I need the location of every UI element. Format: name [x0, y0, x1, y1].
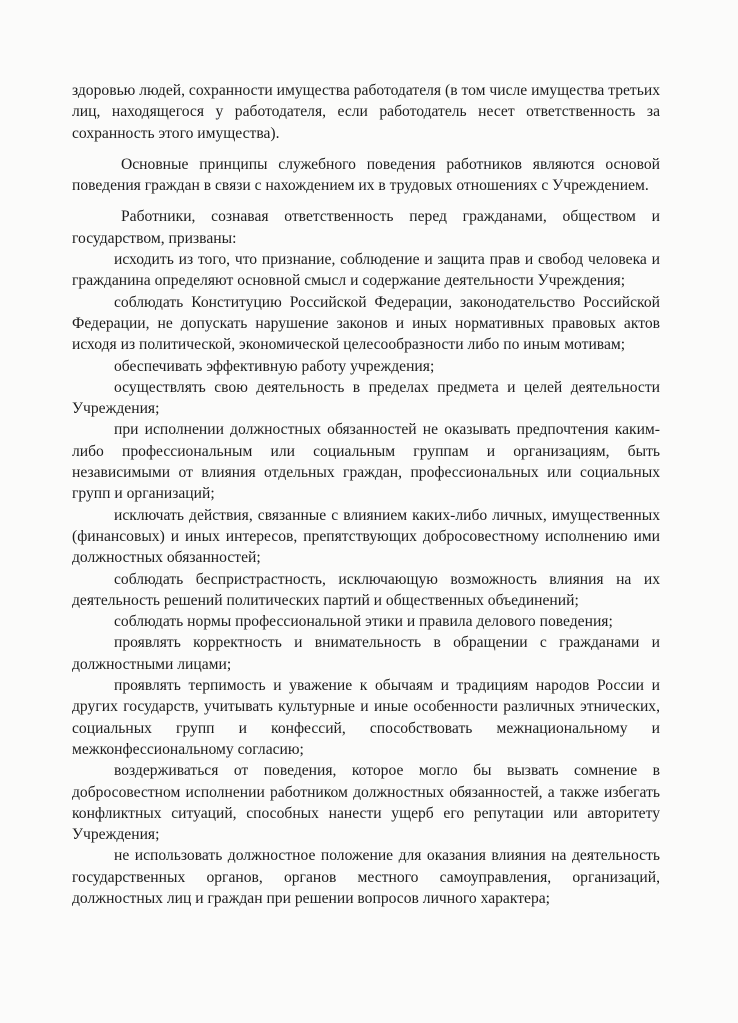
list-item: соблюдать нормы профессиональной этики и правила делового поведения;	[114, 613, 613, 631]
list-item: осуществлять свою деятельность в пределах предмета и целей деятельности Учреждения;	[72, 378, 660, 418]
list-item: исключать действия, связанные с влиянием каких-либо личных, имущественных (финансовых) и иных интересов, препятствующих добросовестному исполнению ими должностных обязанностей;	[72, 506, 660, 567]
list-item: воздерживаться от поведения, которое могло бы вызвать сомнение в добросовестном исполнении работником должностных обязанностей, а также избегать конфликтных ситуаций, способных нанести ущерб его репутации или авторитету Учреждения;	[72, 762, 660, 844]
list-item: при исполнении должностных обязанностей не оказывать предпочтения каким-либо профессиональным или социальным группам и организациям, быть независимыми от влияния отдельных граждан, профессиональных или социальных групп и организаций;	[72, 421, 660, 503]
list-item: не использовать должностное положение для оказания влияния на деятельность государственных органов, органов местного самоуправления, организаций, должностных лиц и граждан при решении вопросов личного характера;	[72, 847, 660, 907]
list-item: проявлять корректность и внимательность в обращении с гражданами и должностными лицами;	[72, 634, 660, 673]
paragraph-continuation: здоровью людей, сохранности имущества работодателя (в том числе имущества третьих лиц, находящегося у работодателя, если работодатель несет ответственность за сохранность этого имущества).	[72, 82, 660, 142]
list-item: проявлять терпимость и уважение к обычаям и традициям народов России и других государств, учитывать культурные и иные особенности различных этнических, социальных групп и конфессий, способствовать межнациональному и межконфессиональному согласию;	[72, 677, 660, 758]
list-item: обеспечивать эффективную работу учреждения;	[114, 357, 435, 375]
paragraph-principles: Основные принципы служебного поведения работников являются основой поведения граждан в связи с нахождением их в трудовых отношениях с Учреждением.	[72, 155, 660, 195]
paragraph-employees-called: Работники, сознавая ответственность перед гражданами, обществом и государством, призваны:	[72, 208, 660, 247]
list-item: исходить из того, что признание, соблюдение и защита прав и свобод человека и гражданина определяют основной смысл и содержание деятельности Учреждения;	[72, 251, 660, 290]
list-item: соблюдать Конституцию Российской Федерации, законодательство Российской Федерации, не допускать нарушение законов и иных нормативных правовых актов исходя из политической, экономической целесообразности либо по иным мотивам;	[72, 293, 660, 354]
list-item: соблюдать беспристрастность, исключающую возможность влияния на их деятельность решений политических партий и общественных объединений;	[72, 570, 660, 609]
